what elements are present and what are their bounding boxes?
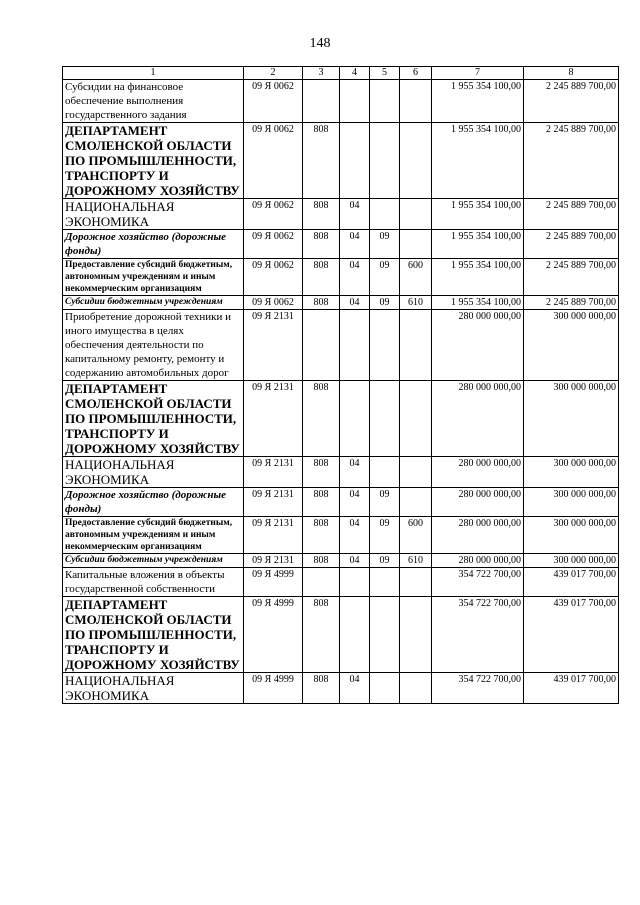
section-code xyxy=(340,310,370,381)
section-code: 04 xyxy=(340,673,370,704)
section-code: 04 xyxy=(340,517,370,554)
dept-code xyxy=(303,310,340,381)
amount-year-1: 280 000 000,00 xyxy=(432,517,524,554)
amount-year-1: 1 955 354 100,00 xyxy=(432,296,524,310)
target-code: 09 Я 0062 xyxy=(244,199,303,230)
column-header: 8 xyxy=(524,67,619,80)
row-name: Приобретение дорожной техники и иного имущества в целях обеспечения деятельности по капитальному ремонту, ремонту и содержанию автомобильных дорог xyxy=(63,310,244,381)
expense-type-code xyxy=(400,673,432,704)
column-header: 5 xyxy=(370,67,400,80)
column-header: 3 xyxy=(303,67,340,80)
expense-type-code: 610 xyxy=(400,554,432,568)
amount-year-2: 2 245 889 700,00 xyxy=(524,199,619,230)
column-header: 1 xyxy=(63,67,244,80)
dept-code: 808 xyxy=(303,597,340,673)
amount-year-2: 300 000 000,00 xyxy=(524,554,619,568)
section-code: 04 xyxy=(340,230,370,259)
amount-year-1: 354 722 700,00 xyxy=(432,597,524,673)
dept-code: 808 xyxy=(303,123,340,199)
table-row xyxy=(63,488,619,517)
subsection-code xyxy=(370,123,400,199)
amount-year-1: 1 955 354 100,00 xyxy=(432,80,524,123)
amount-year-1: 1 955 354 100,00 xyxy=(432,230,524,259)
subsection-code xyxy=(370,80,400,123)
table-row xyxy=(63,381,619,457)
subsection-code: 09 xyxy=(370,488,400,517)
row-name: Дорожное хозяйство (дорожные фонды) xyxy=(63,230,244,259)
column-header: 4 xyxy=(340,67,370,80)
expense-type-code xyxy=(400,310,432,381)
table-row xyxy=(63,673,619,704)
amount-year-2: 300 000 000,00 xyxy=(524,310,619,381)
table-row xyxy=(63,230,619,259)
amount-year-1: 1 955 354 100,00 xyxy=(432,199,524,230)
amount-year-2: 439 017 700,00 xyxy=(524,597,619,673)
subsection-code xyxy=(370,597,400,673)
target-code: 09 Я 4999 xyxy=(244,673,303,704)
column-header: 6 xyxy=(400,67,432,80)
amount-year-2: 2 245 889 700,00 xyxy=(524,230,619,259)
expense-type-code: 610 xyxy=(400,296,432,310)
amount-year-2: 2 245 889 700,00 xyxy=(524,80,619,123)
section-code: 04 xyxy=(340,554,370,568)
table-row xyxy=(63,568,619,597)
expense-type-code xyxy=(400,80,432,123)
table-row xyxy=(63,597,619,673)
row-name: Дорожное хозяйство (дорожные фонды) xyxy=(63,488,244,517)
table-row xyxy=(63,123,619,199)
expense-type-code xyxy=(400,381,432,457)
dept-code: 808 xyxy=(303,259,340,296)
table-body xyxy=(63,80,619,704)
subsection-code xyxy=(370,310,400,381)
dept-code: 808 xyxy=(303,199,340,230)
amount-year-2: 439 017 700,00 xyxy=(524,673,619,704)
target-code: 09 Я 2131 xyxy=(244,457,303,488)
subsection-code: 09 xyxy=(370,554,400,568)
table-row xyxy=(63,554,619,568)
row-name: ДЕПАРТАМЕНТ СМОЛЕНСКОЙ ОБЛАСТИ ПО ПРОМЫШЛЕННОСТИ, ТРАНСПОРТУ И ДОРОЖНОМУ ХОЗЯЙСТВУ xyxy=(63,381,244,457)
expense-type-code xyxy=(400,568,432,597)
subsection-code xyxy=(370,199,400,230)
amount-year-2: 300 000 000,00 xyxy=(524,517,619,554)
row-name: ДЕПАРТАМЕНТ СМОЛЕНСКОЙ ОБЛАСТИ ПО ПРОМЫШЛЕННОСТИ, ТРАНСПОРТУ И ДОРОЖНОМУ ХОЗЯЙСТВУ xyxy=(63,123,244,199)
expense-type-code xyxy=(400,457,432,488)
dept-code: 808 xyxy=(303,488,340,517)
expense-type-code: 600 xyxy=(400,517,432,554)
subsection-code xyxy=(370,457,400,488)
dept-code: 808 xyxy=(303,457,340,488)
amount-year-2: 300 000 000,00 xyxy=(524,488,619,517)
subsection-code xyxy=(370,673,400,704)
row-name: Капитальные вложения в объекты государственной собственности xyxy=(63,568,244,597)
section-code: 04 xyxy=(340,199,370,230)
section-code xyxy=(340,80,370,123)
row-name: Субсидии на финансовое обеспечение выполнения государственного задания xyxy=(63,80,244,123)
expense-type-code xyxy=(400,230,432,259)
target-code: 09 Я 0062 xyxy=(244,296,303,310)
target-code: 09 Я 0062 xyxy=(244,230,303,259)
column-header: 2 xyxy=(244,67,303,80)
section-code xyxy=(340,597,370,673)
amount-year-2: 2 245 889 700,00 xyxy=(524,259,619,296)
target-code: 09 Я 4999 xyxy=(244,568,303,597)
section-code: 04 xyxy=(340,259,370,296)
target-code: 09 Я 2131 xyxy=(244,381,303,457)
row-name: НАЦИОНАЛЬНАЯ ЭКОНОМИКА xyxy=(63,673,244,704)
target-code: 09 Я 4999 xyxy=(244,597,303,673)
amount-year-1: 280 000 000,00 xyxy=(432,381,524,457)
amount-year-1: 354 722 700,00 xyxy=(432,568,524,597)
section-code: 04 xyxy=(340,296,370,310)
amount-year-1: 1 955 354 100,00 xyxy=(432,259,524,296)
row-name: Предоставление субсидий бюджетным, автономным учреждениям и иным некоммерческим организациям xyxy=(63,517,244,554)
target-code: 09 Я 0062 xyxy=(244,123,303,199)
amount-year-2: 2 245 889 700,00 xyxy=(524,123,619,199)
section-code: 04 xyxy=(340,488,370,517)
dept-code: 808 xyxy=(303,296,340,310)
table-row xyxy=(63,80,619,123)
target-code: 09 Я 2131 xyxy=(244,488,303,517)
dept-code xyxy=(303,568,340,597)
section-code xyxy=(340,381,370,457)
budget-table xyxy=(62,66,619,704)
row-name: НАЦИОНАЛЬНАЯ ЭКОНОМИКА xyxy=(63,457,244,488)
table-row xyxy=(63,199,619,230)
page-number: 148 xyxy=(309,36,331,51)
table-row xyxy=(63,310,619,381)
subsection-code: 09 xyxy=(370,259,400,296)
table-row xyxy=(63,259,619,296)
dept-code: 808 xyxy=(303,230,340,259)
amount-year-1: 280 000 000,00 xyxy=(432,310,524,381)
subsection-code: 09 xyxy=(370,517,400,554)
expense-type-code xyxy=(400,488,432,517)
subsection-code: 09 xyxy=(370,230,400,259)
column-header: 7 xyxy=(432,67,524,80)
amount-year-1: 280 000 000,00 xyxy=(432,457,524,488)
section-code: 04 xyxy=(340,457,370,488)
amount-year-2: 300 000 000,00 xyxy=(524,381,619,457)
target-code: 09 Я 2131 xyxy=(244,554,303,568)
section-code xyxy=(340,123,370,199)
target-code: 09 Я 0062 xyxy=(244,259,303,296)
row-name: Предоставление субсидий бюджетным, автономным учреждениям и иным некоммерческим организациям xyxy=(63,259,244,296)
subsection-code xyxy=(370,568,400,597)
dept-code: 808 xyxy=(303,517,340,554)
row-name: Субсидии бюджетным учреждениям xyxy=(63,554,244,568)
dept-code: 808 xyxy=(303,673,340,704)
dept-code xyxy=(303,80,340,123)
dept-code: 808 xyxy=(303,381,340,457)
amount-year-2: 300 000 000,00 xyxy=(524,457,619,488)
expense-type-code: 600 xyxy=(400,259,432,296)
table-row xyxy=(63,457,619,488)
amount-year-2: 439 017 700,00 xyxy=(524,568,619,597)
table-row xyxy=(63,517,619,554)
subsection-code: 09 xyxy=(370,296,400,310)
target-code: 09 Я 0062 xyxy=(244,80,303,123)
expense-type-code xyxy=(400,597,432,673)
row-name: Субсидии бюджетным учреждениям xyxy=(63,296,244,310)
target-code: 09 Я 2131 xyxy=(244,310,303,381)
amount-year-1: 354 722 700,00 xyxy=(432,673,524,704)
row-name: ДЕПАРТАМЕНТ СМОЛЕНСКОЙ ОБЛАСТИ ПО ПРОМЫШЛЕННОСТИ, ТРАНСПОРТУ И ДОРОЖНОМУ ХОЗЯЙСТВУ xyxy=(63,597,244,673)
subsection-code xyxy=(370,381,400,457)
header-row xyxy=(63,67,619,80)
target-code: 09 Я 2131 xyxy=(244,517,303,554)
row-name: НАЦИОНАЛЬНАЯ ЭКОНОМИКА xyxy=(63,199,244,230)
expense-type-code xyxy=(400,123,432,199)
amount-year-1: 280 000 000,00 xyxy=(432,554,524,568)
table-row xyxy=(63,296,619,310)
amount-year-1: 1 955 354 100,00 xyxy=(432,123,524,199)
amount-year-1: 280 000 000,00 xyxy=(432,488,524,517)
amount-year-2: 2 245 889 700,00 xyxy=(524,296,619,310)
dept-code: 808 xyxy=(303,554,340,568)
section-code xyxy=(340,568,370,597)
expense-type-code xyxy=(400,199,432,230)
